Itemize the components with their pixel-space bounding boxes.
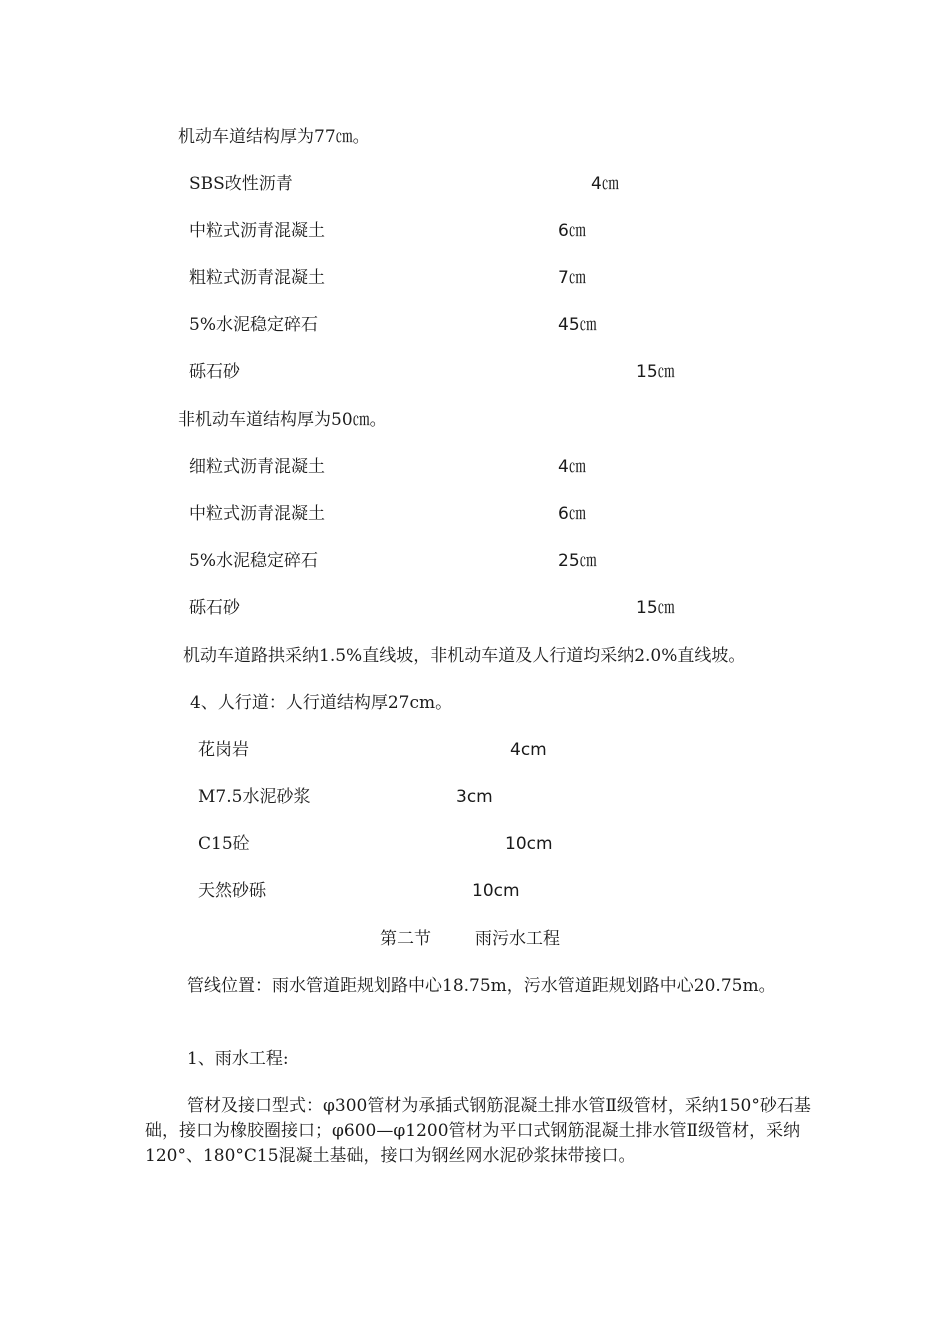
layer-thickness: 10cm <box>505 834 553 854</box>
layer-thickness: 15㎝ <box>636 598 675 618</box>
layer-thickness: 15㎝ <box>636 362 675 382</box>
section-number: 第二节 <box>380 929 431 949</box>
layer-thickness: 7㎝ <box>558 268 586 288</box>
layer-name: C15砼 <box>198 834 250 854</box>
layer-thickness: 25㎝ <box>558 551 597 571</box>
layer-name: SBS改性沥青 <box>189 174 293 194</box>
slope-note: 机动车道路拱采纳1.5%直线坡，非机动车道及人行道均采纳2.0%直线坡。 <box>183 646 746 666</box>
section-heading <box>380 927 560 951</box>
pipeline-position-paragraph: 管线位置：雨水管道距规划路中心18.75m，污水管道距规划路中心20.75m。 <box>187 976 776 996</box>
layer-name: 细粒式沥青混凝土 <box>189 457 325 477</box>
layer-name: 天然砂砾 <box>198 881 266 901</box>
nonmotor-lane-title: 非机动车道结构厚为50㎝。 <box>178 410 387 430</box>
layer-name: 粗粒式沥青混凝土 <box>189 268 325 288</box>
layer-name: 花岗岩 <box>198 740 249 760</box>
layer-name: 5%水泥稳定碎石 <box>189 551 318 571</box>
layer-name: 中粒式沥青混凝土 <box>189 504 325 524</box>
section-title: 雨污水工程 <box>475 929 560 949</box>
layer-thickness: 4cm <box>510 740 547 760</box>
layer-name: 砾石砂 <box>189 362 240 382</box>
sidewalk-title: 4、人行道：人行道结构厚27cm。 <box>190 693 453 713</box>
layer-thickness: 4㎝ <box>591 174 619 194</box>
layer-name: M7.5水泥砂浆 <box>198 787 311 807</box>
motor-lane-title: 机动车道结构厚为77㎝。 <box>178 127 370 147</box>
layer-thickness: 3cm <box>456 787 493 807</box>
layer-thickness: 45㎝ <box>558 315 597 335</box>
layer-name: 砾石砂 <box>189 598 240 618</box>
layer-thickness: 6㎝ <box>558 504 586 524</box>
layer-name: 中粒式沥青混凝土 <box>189 221 325 241</box>
pipe-material-paragraph: 管材及接口型式：φ300管材为承插式钢筋混凝土排水管Ⅱ级管材，采纳150°砂石基础，接口为橡胶圈接口；φ600—φ1200管材为平口式钢筋混凝土排水管Ⅱ级管材，采纳120°、180°C15混凝土基础，接口为钢丝网水泥砂浆抹带接口。 <box>145 1096 811 1166</box>
layer-thickness: 4㎝ <box>558 457 586 477</box>
layer-thickness: 6㎝ <box>558 221 586 241</box>
rain-engineering-title: 1、雨水工程: <box>187 1049 289 1069</box>
layer-name: 5%水泥稳定碎石 <box>189 315 318 335</box>
layer-thickness: 10cm <box>472 881 520 901</box>
